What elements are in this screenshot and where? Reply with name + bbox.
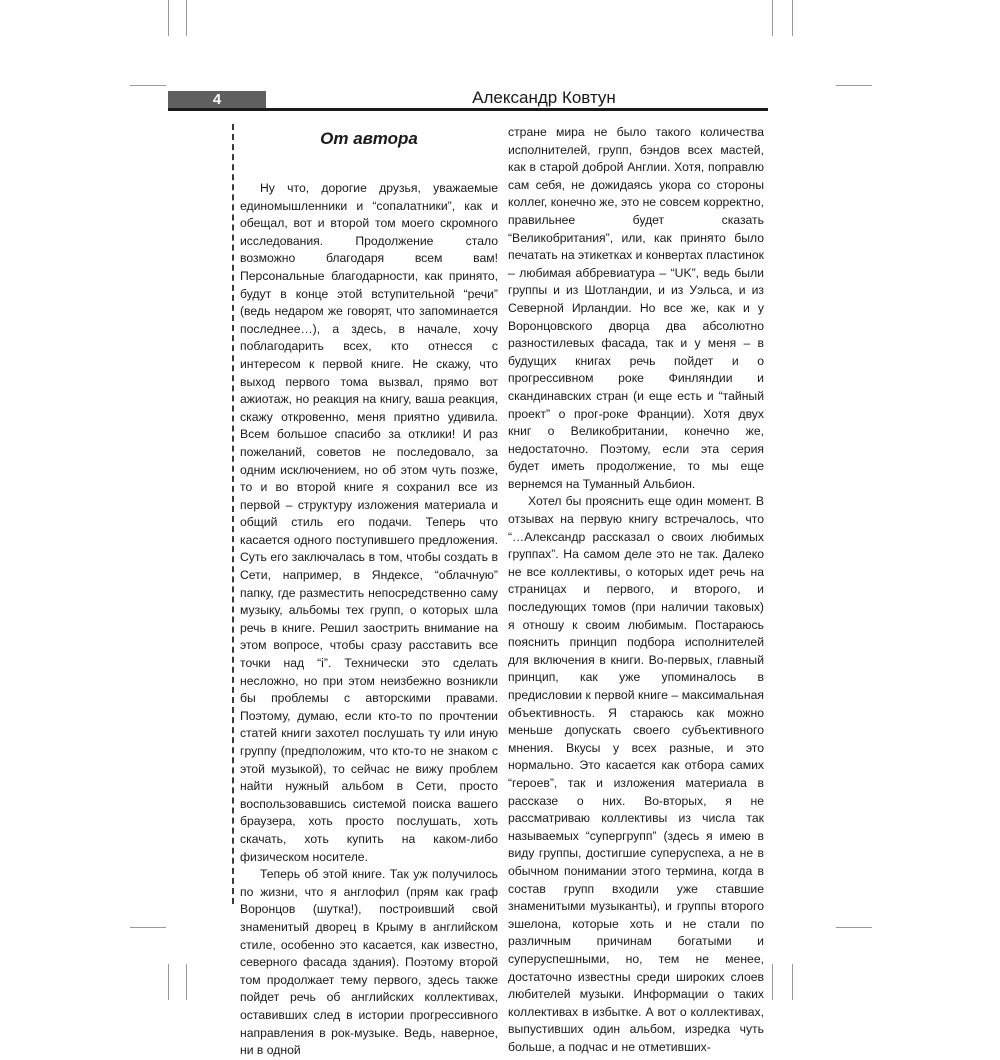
crop-mark: [130, 85, 166, 86]
crop-mark: [772, 0, 773, 36]
crop-mark: [792, 0, 793, 36]
margin-dashed-line: [232, 124, 234, 904]
paragraph: Хотел бы прояснить еще один момент. В отзывах на первую книгу встречалось, что “…Александр рассказал о своих любимых группах”. На самом деле это не так. Далеко не все коллективы, о которых идет речь на страницах и первого, и второго, и последующих томов (при наличии таковых) я отношу к своим любимым. Постараюсь пояснить принцип подбора исполнителей для включения в книги. Во-первых, главный принцип, как уже упоминалось в предисловии к первой книге – максимальная объективность. Я стараюсь как можно меньше допускать своего субъективного мнения. Вкусы у всех разные, и это нормально. Это касается как отбора самих “героев”, так и изложения материала в рассказе о них. Во-вторых, я не рассматриваю коллективы из числа так называемых “супергрупп” (здесь я имею в виду группы, достигшие суперуспеха, а не в обычном понимании этого термина, когда в состав групп входили уже ставшие знаменитыми музыканты), и группы второго эшелона, которые хоть и не стали по различным причинам богатыми и суперуспешными, но, тем не менее, достаточно известны среди широких слоев любителей музыки. Информации о таких коллективах в избытке. А вот о коллективах, выпустивших один альбом, изредка чуть больше, а подчас и не отметивших-: [508, 494, 764, 1054]
crop-mark: [168, 0, 169, 36]
page-number: 4: [212, 91, 222, 108]
crop-mark: [168, 964, 169, 1000]
text-column-left: [240, 124, 498, 1060]
text-column-right: [508, 124, 764, 1056]
crop-mark: [186, 964, 187, 1000]
header-rule: [168, 108, 768, 111]
crop-mark: [772, 964, 773, 1000]
paragraph: Ну что, дорогие друзья, уважаемые единомышленники и “сопалатники”, как и обещал, вот и второй том моего скромного исследования. Продолжение стало возможно благодаря всем вам! Персональные благодарности, как принято, будут в конце этой вступительной “речи” (ведь недаром же говорят, что запоминается последнее…), а здесь, в начале, хочу поблагодарить всех, кто отнесся с интересом к первой книге. Не скажу, что выход первого тома вызвал, прямо вот ажиотаж, но реакция на книгу, ваша реакция, скажу откровенно, меня приятно удивила. Всем большое спасибо за отклики! И раз пожеланий, советов не последовало, за одним исключением, но об этом чуть позже, то и во второй книге я сохранил все из первой – структуру изложения материала и общий стиль его подачи. Теперь что касается одного поступившего предложения. Суть его заключалась в том, чтобы создать в Сети, например, в Яндексе, “облачную” папку, где разместить непосредственно саму музыку, альбомы тех групп, о которых шла речь в книге. Решил заострить внимание на этом вопросе, чтобы сразу расставить все точки над “i”. Технически это сделать несложно, но при этом неизбежно возникли бы проблемы с авторскими правами. Поэтому, думаю, если кто-то по прочтении статей книги захотел послушать ту или иную группу (предположим, что кто-то не знаком с этой музыкой), то сейчас не вижу проблем найти нужный альбом в Сети, просто воспользовавшись системой поиска вашего браузера, хоть просто послушать, хоть скачать, хоть купить на каком-либо физическом носителе.: [240, 181, 498, 864]
running-header-title: Александр Ковтун: [472, 88, 616, 107]
crop-mark: [792, 964, 793, 1000]
crop-mark: [186, 0, 187, 36]
crop-mark: [130, 927, 166, 928]
paragraph-continued: стране мира не было такого количества исполнителей, групп, бэндов всех мастей, как в старой доброй Англии. Хотя, поправлю сам себя, не дожидаясь укора со стороны коллег, конечно же, это не совсем корректно, правильнее будет сказать “Великобритания”, или, как принято было печатать на этикетках и конвертах пластинок – любимая аббревиатура – “UK”, ведь были группы и из Шотландии, и из Уэльса, и из Северной Ирландии. Но все же, как и у Воронцовского дворца два абсолютно разностилевых фасада, так и у меня – в будущих книгах речь пойдет и о прогрессивном роке Финляндии и скандинавских стран (и еще есть и “тайный проект” о прог-роке Франции). Хотя двух книг о Великобритании, конечно же, недостаточно. Поэтому, если эта серия будет иметь продолжение, то мы еще вернемся на Туманный Альбион.: [508, 125, 764, 491]
crop-mark: [836, 927, 872, 928]
paragraph: Теперь об этой книге. Так уж получилось по жизни, что я англофил (прям как граф Воронцов (шутка!), построивший свой знаменитый дворец в Крыму в английском стиле, особенно это касается, как известно, северного фасада здания). Поэтому второй том продолжает тему первого, здесь также пойдет речь об английских коллективах, оставивших след в истории прогрессивного направления в рок-музыке. Ведь, наверное, ни в одной: [240, 867, 498, 1058]
crop-mark: [836, 85, 872, 86]
section-title: От автора: [320, 129, 418, 148]
